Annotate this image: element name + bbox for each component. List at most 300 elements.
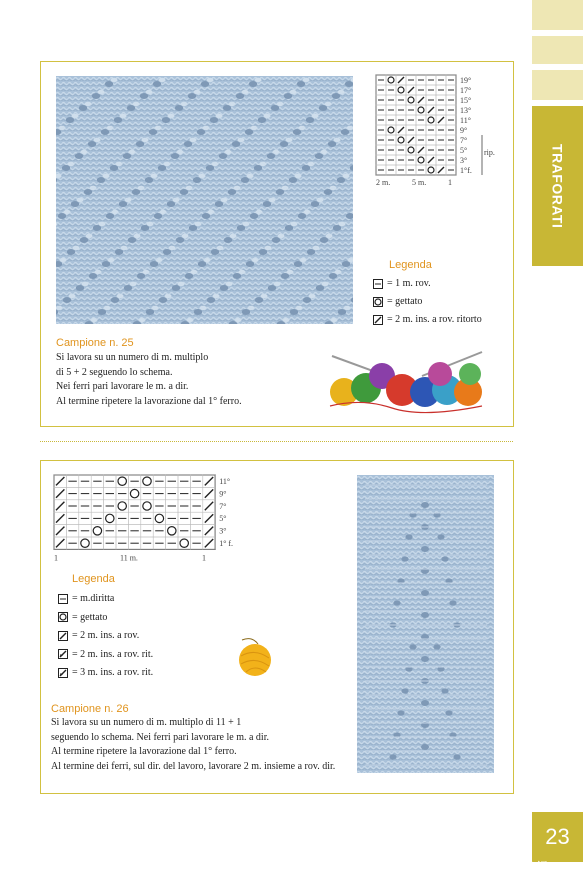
stitch: [251, 126, 258, 130]
eyelet: [228, 189, 236, 195]
stitch: [217, 246, 224, 250]
stitch: [138, 186, 145, 190]
legend-text: = gettato: [72, 611, 108, 623]
eyelet: [249, 81, 257, 87]
stitch: [255, 78, 262, 82]
eyelet: [105, 81, 113, 87]
eyelet: [263, 201, 271, 207]
chart-bottom-label: 2 m.: [376, 178, 391, 187]
stitch: [173, 198, 180, 202]
stitch: [164, 162, 171, 166]
eyelet: [258, 117, 266, 123]
decrease-symbol-icon: [58, 631, 68, 641]
eyelet: [237, 225, 245, 231]
sample-25-swatch-image: [56, 76, 353, 324]
eyelet: [272, 237, 280, 243]
chart-row-label: 9°: [219, 489, 227, 499]
eyelet: [162, 117, 170, 123]
stitch: [155, 126, 162, 130]
eyelet: [163, 249, 171, 255]
eyelet: [128, 237, 136, 243]
side-tab-2: [532, 36, 583, 64]
stitch: [243, 222, 250, 226]
stitch: [300, 258, 307, 262]
stitch: [165, 294, 172, 298]
eyelet: [421, 656, 429, 662]
eyelet: [421, 546, 429, 552]
eyelet: [159, 297, 167, 303]
eyelet: [284, 93, 292, 99]
stitch: [129, 150, 136, 154]
eyelet: [154, 213, 162, 219]
eyelet: [421, 612, 429, 618]
stitch: [195, 222, 202, 226]
stitch: [111, 78, 118, 82]
eyelet: [393, 600, 400, 605]
stitch: [77, 198, 84, 202]
stitch: [64, 210, 71, 214]
eyelet: [342, 261, 350, 267]
eyelet: [281, 273, 289, 279]
eyelet: [332, 93, 340, 99]
eyelet: [140, 93, 148, 99]
eyelet: [89, 273, 97, 279]
chart-row-label: 11°: [219, 477, 231, 486]
side-tab-1: [532, 0, 583, 30]
section-tab: [532, 106, 583, 266]
eyelet: [93, 225, 101, 231]
stitch: [69, 294, 76, 298]
stitch: [139, 318, 146, 322]
sample-26-legend-title: Legenda: [72, 573, 115, 585]
stitch: [269, 198, 276, 202]
eyelet: [333, 225, 341, 231]
stitch: [81, 150, 88, 154]
eyelet: [207, 297, 215, 303]
chart-repeat-label: rip.: [484, 148, 495, 157]
stitch: [199, 174, 206, 178]
eyelet: [62, 165, 70, 171]
stitch: [331, 318, 338, 322]
stitch: [317, 198, 324, 202]
desc-line: seguendo lo schema. Nei ferri pari lavorare le m. a dir.: [51, 731, 269, 743]
eyelet: [307, 249, 315, 255]
eyelet: [316, 285, 324, 291]
chart-row-label: 15°: [460, 96, 472, 105]
eyelet: [146, 309, 154, 315]
chart-row-label: 1°f.: [460, 166, 472, 175]
eyelet: [176, 237, 184, 243]
stitch: [68, 162, 75, 166]
eyelet: [175, 105, 183, 111]
section-tab-label: TRAFORATI: [549, 143, 566, 229]
stitch: [248, 306, 255, 310]
stitch: [121, 246, 128, 250]
stitch: [147, 222, 154, 226]
stitch: [152, 306, 159, 310]
stitch: [142, 138, 149, 142]
eyelet: [198, 261, 206, 267]
legend-row: [58, 612, 107, 623]
eyelet: [437, 534, 444, 539]
eyelet: [71, 201, 79, 207]
eyelet: [329, 273, 337, 279]
stitch: [182, 234, 189, 238]
eyelet: [84, 189, 92, 195]
chart-row-label: 17°: [460, 86, 472, 95]
stitch: [120, 114, 127, 118]
sample-25-legend-title: Legenda: [389, 259, 432, 271]
stitch: [181, 102, 188, 106]
chart-row-label: 5°: [460, 146, 468, 155]
eyelet: [188, 93, 196, 99]
stitch: [312, 114, 319, 118]
eyelet: [189, 225, 197, 231]
stitch: [229, 102, 236, 106]
eyelet: [338, 309, 346, 315]
eyelet: [101, 129, 109, 135]
eyelet: [123, 153, 131, 159]
legend-row: [58, 667, 153, 678]
eyelet: [306, 117, 314, 123]
eyelet: [345, 81, 353, 87]
stitch: [160, 210, 167, 214]
stitch: [60, 258, 67, 262]
chart-row-label: 11°: [460, 116, 471, 125]
desc-line: Nei ferri pari lavorare le m. a dir.: [56, 381, 189, 392]
stitch: [343, 174, 350, 178]
eyelet: [171, 153, 179, 159]
stitch: [143, 270, 150, 274]
chart-row-label: 7°: [460, 136, 468, 145]
stitch: [282, 186, 289, 190]
eyelet: [232, 141, 240, 147]
stitch: [260, 162, 267, 166]
stitch: [247, 174, 254, 178]
eyelet: [441, 556, 448, 561]
eyelet: [302, 165, 310, 171]
chart-bottom-label: 1: [202, 553, 206, 563]
stitch: [72, 114, 79, 118]
stitch: [103, 174, 110, 178]
stitch: [304, 210, 311, 214]
eyelet: [193, 177, 201, 183]
stitch: [239, 270, 246, 274]
stitch: [177, 150, 184, 154]
stitch: [159, 78, 166, 82]
chart-row-label: 9°: [460, 126, 468, 135]
stitch: [264, 114, 271, 118]
eyelet: [172, 285, 180, 291]
stitch: [178, 282, 185, 286]
stitch: [287, 270, 294, 274]
eyelet: [255, 297, 263, 303]
eyelet: [153, 81, 161, 87]
knit-symbol-icon: [58, 594, 68, 604]
stitch: [216, 114, 223, 118]
eyelet: [210, 117, 218, 123]
stitch: [90, 186, 97, 190]
decrease-symbol-icon: [373, 315, 383, 325]
stitch: [277, 102, 284, 106]
stitch: [116, 162, 123, 166]
eyelet: [328, 141, 336, 147]
eyelet: [276, 189, 284, 195]
stitch: [273, 150, 280, 154]
stitch: [151, 174, 158, 178]
eyelet: [150, 261, 158, 267]
stitch: [234, 186, 241, 190]
yarn-ball-illustration: [236, 636, 274, 678]
stitch: [308, 162, 315, 166]
chart-row-label: 19°: [460, 76, 472, 85]
stitch: [191, 270, 198, 274]
stitch: [296, 306, 303, 310]
stitch: [261, 294, 268, 298]
stitch: [168, 114, 175, 118]
stitch: [256, 210, 263, 214]
stitch: [221, 198, 228, 202]
chart-bottom-label: 11 m.: [120, 553, 138, 563]
stitch: [95, 270, 102, 274]
eyelet: [433, 644, 440, 649]
stitch: [303, 78, 310, 82]
eyelet: [67, 249, 75, 255]
stitch: [334, 138, 341, 142]
stitch: [86, 234, 93, 238]
eyelet: [63, 297, 71, 303]
eyelet: [115, 249, 123, 255]
eyelet: [320, 237, 328, 243]
stitch: [169, 246, 176, 250]
page-number: 23: [532, 812, 583, 862]
stitch: [108, 258, 115, 262]
decrease-twisted-symbol-icon: [58, 649, 68, 659]
chart-row-label: 3°: [460, 156, 468, 165]
eyelet: [141, 225, 149, 231]
stitch: [330, 186, 337, 190]
eyelet: [246, 261, 254, 267]
eyelet: [79, 105, 87, 111]
stitch: [325, 102, 332, 106]
legend-row: [58, 593, 114, 604]
yarn-over-symbol-icon: [373, 297, 383, 307]
eyelet: [167, 201, 175, 207]
triple-decrease-symbol-icon: [58, 668, 68, 678]
stitch: [134, 234, 141, 238]
sample-26-description: [51, 716, 335, 774]
legend-text: = 3 m. ins. a rov. rit.: [72, 667, 154, 678]
sample-25-title: Campione n. 25: [56, 337, 134, 349]
eyelet: [119, 201, 127, 207]
eyelet: [127, 105, 135, 111]
stitch: [265, 246, 272, 250]
stitch: [238, 138, 245, 142]
stitch: [98, 90, 105, 94]
stitch: [339, 222, 346, 226]
stitch: [212, 162, 219, 166]
chart-bottom-label: 1: [54, 553, 58, 563]
eyelet: [219, 153, 227, 159]
stitch: [274, 282, 281, 286]
desc-line: Al termine ripetere la lavorazione dal 1° ferro.: [51, 746, 237, 757]
eyelet: [97, 177, 105, 183]
stitch: [322, 282, 329, 286]
eyelet: [145, 177, 153, 183]
eyelet: [88, 141, 96, 147]
stitch: [326, 234, 333, 238]
stitch: [230, 234, 237, 238]
eyelet: [401, 556, 408, 561]
stitch: [94, 138, 101, 142]
legend-text: = 2 m. ins. a rov.: [72, 630, 140, 641]
stitch: [187, 318, 194, 322]
eyelet: [421, 590, 429, 596]
eyelet: [294, 261, 302, 267]
stitch: [186, 186, 193, 190]
eyelet: [202, 213, 210, 219]
eyelet: [319, 105, 327, 111]
desc-line: Al termine ripetere la lavorazione dal 1° ferro.: [56, 395, 242, 407]
chart-bottom-label: 5 m.: [412, 178, 427, 187]
stitch: [85, 102, 92, 106]
stitch: [130, 282, 137, 286]
legend-text: = m.diritta: [72, 593, 115, 604]
stitch: [299, 126, 306, 130]
stitch: [200, 306, 207, 310]
stitch: [104, 306, 111, 310]
eyelet: [76, 285, 84, 291]
sample-26-title: Campione n. 26: [51, 703, 129, 715]
legend-text: = 2 m. ins. a rov. ritorto: [387, 314, 482, 325]
eyelet: [242, 309, 250, 315]
eyelet: [158, 165, 166, 171]
stitch: [242, 90, 249, 94]
eyelet: [180, 189, 188, 195]
eyelet: [405, 534, 412, 539]
purl-symbol-icon: [373, 279, 383, 289]
eyelet: [259, 249, 267, 255]
stitch: [344, 306, 351, 310]
eyelet: [297, 81, 305, 87]
eyelet: [409, 644, 416, 649]
stitch: [286, 138, 293, 142]
eyelet: [114, 117, 122, 123]
section-divider: [40, 441, 513, 442]
legend-text: = 1 m. rov.: [387, 278, 431, 289]
eyelet: [184, 141, 192, 147]
eyelet: [421, 700, 429, 706]
side-tab-3: [532, 70, 583, 100]
chart-row-label: 13°: [460, 106, 472, 115]
eyelet: [75, 153, 83, 159]
eyelet: [136, 141, 144, 147]
eyelet: [124, 285, 132, 291]
stitch: [73, 246, 80, 250]
eyelet: [224, 237, 232, 243]
eyelet: [421, 502, 429, 508]
desc-line: Si lavora su un numero di m. multiplo di 11 + 1: [51, 717, 242, 728]
stitch: [208, 210, 215, 214]
eyelet: [298, 213, 306, 219]
eyelet: [194, 309, 202, 315]
eyelet: [110, 165, 118, 171]
eyelet: [285, 225, 293, 231]
eyelet: [206, 165, 214, 171]
stitch: [82, 282, 89, 286]
eyelet: [111, 297, 119, 303]
legend-text: = gettato: [387, 296, 423, 307]
yarn-over-symbol-icon: [58, 612, 68, 622]
sample-26-swatch-image: [357, 475, 494, 773]
legend-row: [373, 314, 482, 325]
stitch: [290, 90, 297, 94]
stitch: [338, 90, 345, 94]
sample-25-description: [56, 351, 242, 409]
stitch: [235, 318, 242, 322]
legend-row: [373, 296, 422, 307]
watermark: 头条 @轻描编织: [460, 860, 548, 874]
stitch: [207, 78, 214, 82]
stitch: [313, 246, 320, 250]
stitch: [203, 126, 210, 130]
eyelet: [421, 744, 429, 750]
chart-row-label: 7°: [219, 501, 227, 511]
stitch: [335, 270, 342, 274]
stitch: [117, 294, 124, 298]
stitch: [309, 294, 316, 298]
eyelet: [245, 129, 253, 135]
eyelet: [389, 754, 396, 759]
eyelet: [132, 189, 140, 195]
eyelet: [66, 117, 74, 123]
stitch: [291, 222, 298, 226]
desc-line: Si lavora su un numero di m. multiplo: [56, 352, 209, 363]
eyelet: [250, 213, 258, 219]
eyelet: [397, 710, 404, 715]
eyelet: [92, 93, 100, 99]
chart-bottom-label: 1: [448, 178, 452, 187]
eyelet: [106, 213, 114, 219]
sample-25-chart: [372, 73, 502, 208]
eyelet: [441, 688, 448, 693]
eyelet: [271, 105, 279, 111]
eyelet: [197, 129, 205, 135]
eyelet: [453, 754, 460, 759]
desc-line: di 5 + 2 seguendo lo schema.: [56, 366, 173, 378]
legend-text: = 2 m. ins. a rov. rit.: [72, 648, 154, 660]
stitch: [91, 318, 98, 322]
stitch: [225, 150, 232, 154]
stitch: [156, 258, 163, 262]
stitch: [213, 294, 220, 298]
eyelet: [215, 201, 223, 207]
eyelet: [337, 177, 345, 183]
eyelet: [401, 688, 408, 693]
stitch: [133, 102, 140, 106]
legend-row: [373, 278, 431, 289]
eyelet: [268, 285, 276, 291]
stitch: [204, 258, 211, 262]
eyelet: [220, 285, 228, 291]
eyelet: [58, 213, 66, 219]
stitch: [283, 318, 290, 322]
stitch: [146, 90, 153, 94]
legend-row: [58, 649, 153, 660]
eyelet: [211, 249, 219, 255]
sample-26-chart: [50, 473, 240, 563]
eyelet: [201, 81, 209, 87]
